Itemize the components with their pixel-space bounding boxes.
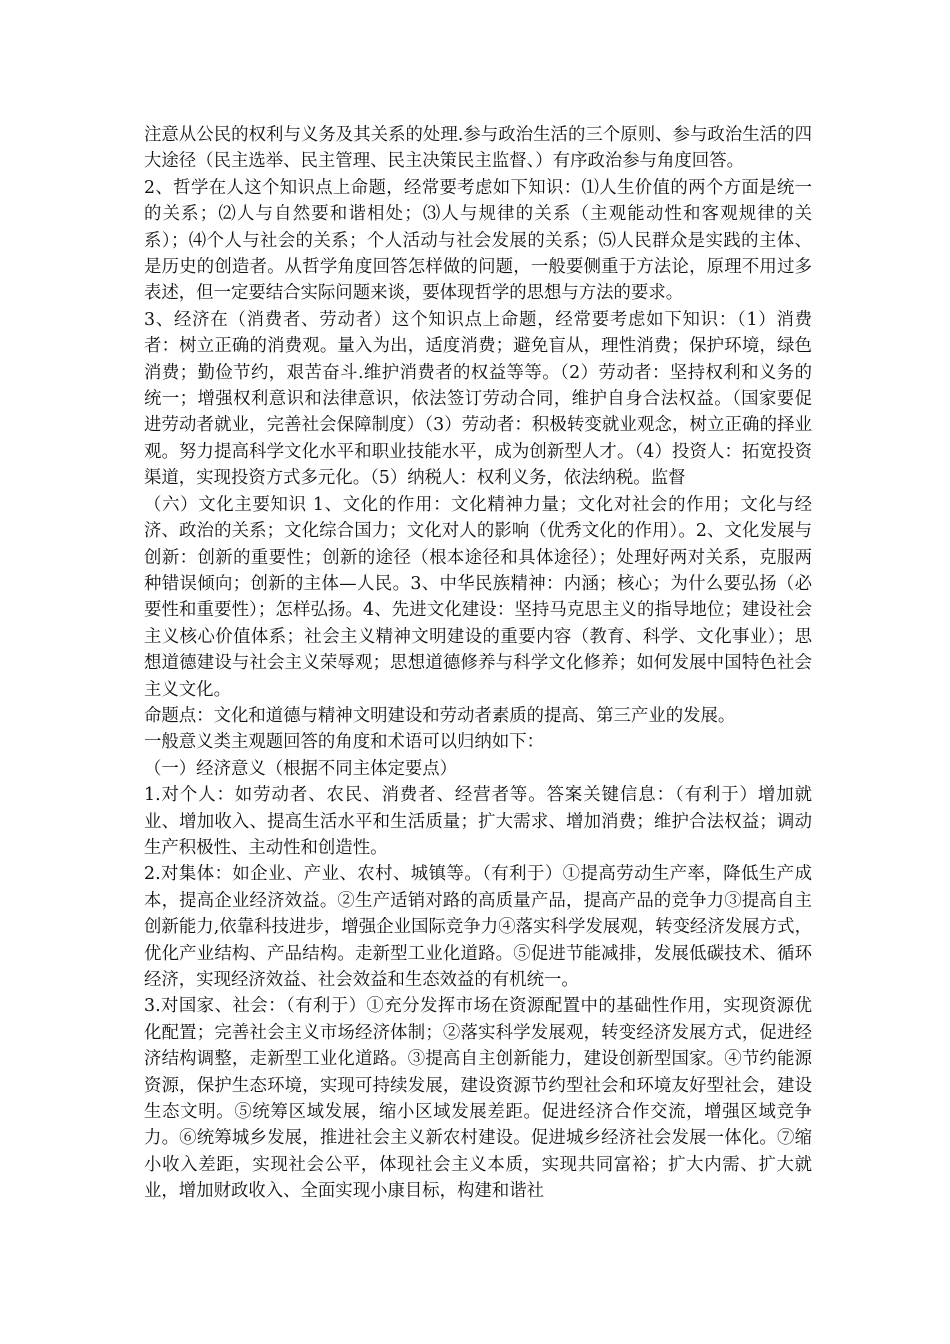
- paragraph-proposition-point: 命题点：文化和道德与精神文明建设和劳动者素质的提高、第三产业的发展。: [144, 705, 736, 726]
- paragraph-general-significance: 一般意义类主观题回答的角度和术语可以归纳如下：: [144, 732, 544, 753]
- paragraph-culture-knowledge: （六）文化主要知识 1、文化的作用：文化精神力量；文化对社会的作用；文化与经济、政治的关系；文化综合国力；文化对人的影响（优秀文化的作用）。2、文化发展与创新：创新的重要性；创新的途径（根本途径和具体途径）；处理好两对关系，克服两种错误倾向；创新的主体—人民。3、中华民族精神：内涵；核心；为什么要弘扬（必要性和重要性）；怎样弘扬。4、先进文化建设：坚持马克思主义的指导地位；建设社会主义核心价值体系；社会主义精神文明建设的重要内容（教育、科学、文化事业）；思想道德建设与社会主义荣辱观；思想道德修养与科学文化修养；如何发展中国特色社会主义文化。: [144, 494, 812, 700]
- paragraph-collective-level: 2.对集体：如企业、产业、农村、城镇等。（有利于）①提高劳动生产率，降低生产成本，提高企业经济效益。②生产适销对路的高质量产品，提高产品的竞争力③提高自主创新能力,依靠科技进步，增强企业国际竞争力④落实科学发展观，转变经济发展方式，优化产业结构、产品结构。走新型工业化道路。⑤促进节能减排，发展低碳技术、循环经济，实现经济效益、社会效益和生态效益的有机统一。: [144, 864, 812, 990]
- paragraph-national-level: 3.对国家、社会：（有利于）①充分发挥市场在资源配置中的基础性作用，实现资源优化配置；完善社会主义市场经济体制；②落实科学发展观，转变经济发展方式，促进经济结构调整，走新型工业化道路。③提高自主创新能力，建设创新型国家。④节约能源资源，保护生态环境，实现可持续发展，建设资源节约型社会和环境友好型社会，建设生态文明。⑤统筹区域发展，缩小区域发展差距。促进经济合作交流，增强区域竞争力。⑥统筹城乡发展，推进社会主义新农村建设。促进城乡经济社会发展一体化。⑦缩小收入差距，实现社会公平，体现社会主义本质，实现共同富裕；扩大内需、扩大就业，增加财政收入、全面实现小康目标，构建和谐社: [144, 996, 812, 1202]
- paragraph-philosophy-people: 2、哲学在人这个知识点上命题，经常要考虑如下知识：⑴人生价值的两个方面是统一的关系；⑵人与自然要和谐相处；⑶人与规律的关系（主观能动性和客观规律的关系）；⑷个人与社会的关系；个人活动与社会发展的关系；⑸人民群众是实践的主体、是历史的创造者。从哲学角度回答怎样做的问题，一般要侧重于方法论，原理不用过多表述，但一定要结合实际问题来谈，要体现哲学的思想与方法的要求。: [144, 177, 812, 304]
- section-heading-economic-significance: （一）经济意义（根据不同主体定要点）: [144, 758, 458, 779]
- paragraph-individual-level: 1.对个人：如劳动者、农民、消费者、经营者等。答案关键信息：（有利于）增加就业、增加收入、提高生活水平和生活质量；扩大需求、增加消费；维护合法权益；调动生产积极性、主动性和创造性。: [144, 785, 812, 858]
- paragraph-economy-consumers-workers: 3、经济在（消费者、劳动者）这个知识点上命题，经常要考虑如下知识：（1）消费者：树立正确的消费观。量入为出，适度消费；避免盲从，理性消费；保护环境，绿色消费；勤俭节约，艰苦奋斗.维护消费者的权益等等。（2）劳动者：坚持权利和义务的统一；增强权利意识和法律意识，依法签订劳动合同，维护自身合法权益。（国家要促进劳动者就业，完善社会保障制度）（3）劳动者：积极转变就业观念，树立正确的择业观。努力提高科学文化水平和职业技能水平，成为创新型人才。（4）投资人：拓宽投资渠道，实现投资方式多元化。（5）纳税人：权利义务，依法纳税。监督: [144, 309, 812, 489]
- document-body: [144, 122, 812, 1205]
- paragraph-civic-participation: 注意从公民的权利与义务及其关系的处理.参与政治生活的三个原则、参与政治生活的四大途径（民主选举、民主管理、民主决策民主监督、）有序政治参与角度回答。: [144, 125, 812, 172]
